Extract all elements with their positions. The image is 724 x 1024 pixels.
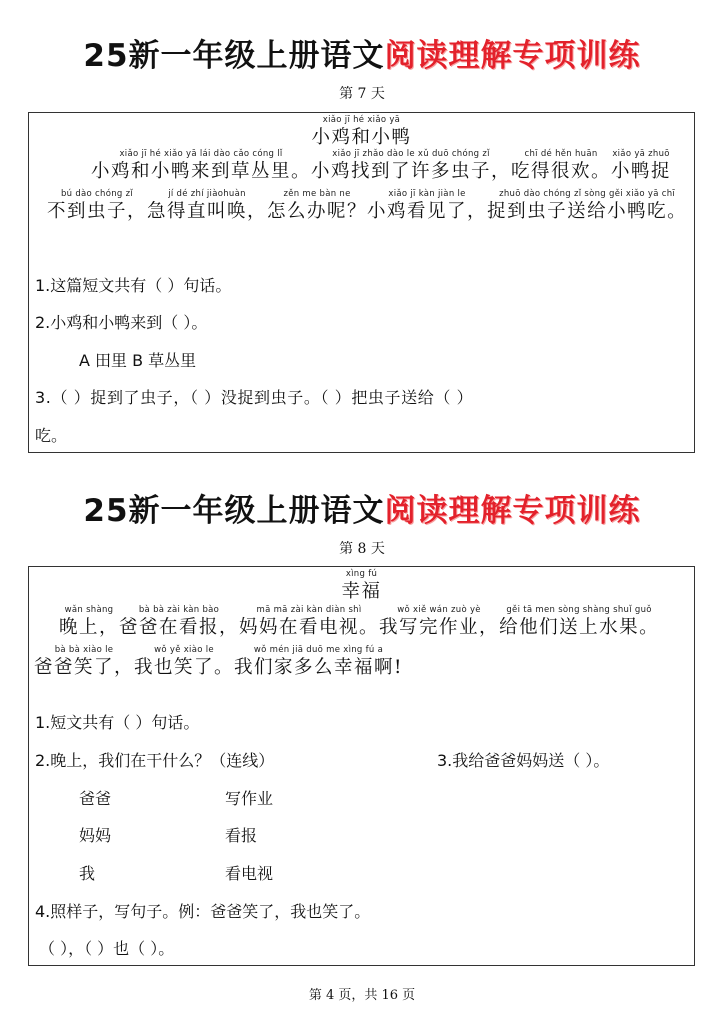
title-red: 阅读理解专项训练 — [384, 493, 641, 529]
match-left-2: 妈妈 — [79, 826, 112, 845]
question-3: 3.（ ）捉到了虫子，（ ）没捉到虫子。（ ）把虫子送给（ ） — [35, 388, 474, 407]
passage-line — [59, 605, 659, 640]
match-left-3: 我 — [79, 864, 96, 883]
pinyin-segment — [267, 189, 367, 224]
pinyin: gěi tā men sòng shàng shuǐ guǒ — [506, 605, 652, 615]
pinyin: bà bà zài kàn bào — [138, 605, 220, 615]
pinyin: xiǎo jī kàn jiàn le — [388, 189, 466, 199]
pinyin-segment — [34, 645, 134, 680]
pinyin: xiǎo yā zhuō — [612, 149, 670, 159]
pinyin: mā mā zài kàn diàn shì — [256, 605, 362, 615]
question-1: 1.这篇短文共有（ ）句话。 — [35, 276, 232, 295]
hanzi: 小鸡看见了， — [367, 201, 488, 222]
match-right-3: 看电视 — [225, 864, 274, 883]
hanzi: 我写完作业， — [379, 617, 500, 638]
hanzi: 晚上， — [59, 617, 120, 638]
pinyin: xiǎo jī zhǎo dào le xǔ duō chóng zǐ — [332, 149, 490, 159]
match-left-1: 爸爸 — [79, 789, 112, 808]
exercise-box-1 — [28, 112, 695, 453]
pinyin-segment — [59, 605, 119, 640]
hanzi: 我们家多么幸福啊! — [234, 657, 403, 678]
pinyin: wǒ mén jiā duō me xìng fú a — [253, 645, 384, 655]
pinyin: wǒ xiě wán zuò yè — [397, 605, 481, 615]
hanzi: 我也笑了。 — [134, 657, 235, 678]
worksheet-title — [0, 30, 724, 75]
pinyin: bú dào chóng zǐ — [60, 189, 134, 199]
exercise-box-2 — [28, 566, 695, 966]
day-label: 第 8 天 — [339, 541, 385, 557]
pinyin-segment — [487, 189, 687, 224]
passage-title — [311, 115, 411, 150]
question-4: 4.照样子，写句子。例：爸爸笑了，我也笑了。 — [35, 902, 371, 921]
hanzi: 捉到虫子送给小鸭吃。 — [487, 201, 688, 222]
pinyin-segment — [239, 605, 379, 640]
pinyin: xiǎo jī hé xiǎo yā — [322, 115, 401, 125]
hanzi: 吃得很欢。 — [511, 161, 612, 182]
worksheet-title — [0, 485, 724, 530]
pinyin: jí dé zhí jiàohuàn — [168, 189, 246, 199]
pinyin: wǒ yě xiào le — [154, 645, 214, 655]
question-2: 2.小鸡和小鸭来到（ ）。 — [35, 313, 208, 332]
pinyin-segment — [367, 189, 487, 224]
pinyin-segment — [119, 605, 239, 640]
hanzi: 小鸡和小鸭 — [311, 127, 412, 148]
hanzi: 怎么办呢？ — [267, 201, 368, 222]
pinyin: bà bà xiào le — [54, 645, 114, 655]
hanzi: 爸爸笑了， — [34, 657, 135, 678]
hanzi: 给他们送上水果。 — [499, 617, 660, 638]
page-footer: 第 4 页，共 16 页 — [308, 988, 416, 1003]
pinyin: xìng fú — [345, 569, 378, 579]
title-black: 25新一年级上册语文 — [83, 493, 385, 529]
pinyin: xiǎo jī hé xiǎo yā lái dào cǎo cóng lǐ — [119, 149, 283, 159]
pinyin: zěn me bàn ne — [283, 189, 351, 199]
passage-line — [91, 149, 671, 184]
pinyin-segment — [511, 149, 611, 184]
question-2: 2.晚上，我们在干什么？（连线） — [35, 751, 275, 770]
hanzi: 幸福 — [341, 581, 382, 602]
pinyin-segment — [499, 605, 659, 640]
question-1: 1.短文共有（ ）句话。 — [35, 713, 200, 732]
pinyin: wǎn shàng — [64, 605, 114, 615]
passage-title — [341, 569, 381, 604]
hanzi: 小鸡找到了许多虫子， — [311, 161, 512, 182]
pinyin-segment — [134, 645, 234, 680]
hanzi: 小鸭捉 — [611, 161, 672, 182]
pinyin-segment — [379, 605, 499, 640]
hanzi: 急得直叫唤， — [147, 201, 268, 222]
pinyin-segment — [611, 149, 671, 184]
passage-line — [47, 189, 687, 224]
pinyin-segment — [311, 149, 511, 184]
question-4-blank: （ ），（ ）也（ ）。 — [39, 939, 175, 958]
title-red: 阅读理解专项训练 — [384, 38, 641, 74]
hanzi: 爸爸在看报， — [119, 617, 240, 638]
question-3-cont: 吃。 — [35, 426, 68, 445]
pinyin: chī dé hěn huān — [524, 149, 598, 159]
pinyin-segment — [234, 645, 403, 680]
question-2-options: A 田里 B 草丛里 — [79, 351, 197, 370]
question-3: 3.我给爸爸妈妈送（ ）。 — [437, 751, 610, 770]
pinyin-segment — [91, 149, 311, 184]
day-label: 第 7 天 — [339, 86, 385, 102]
match-right-2: 看报 — [225, 826, 258, 845]
match-right-1: 写作业 — [225, 789, 274, 808]
passage-line — [34, 645, 403, 680]
pinyin: zhuō dào chóng zǐ sòng gěi xiǎo yā chī — [499, 189, 676, 199]
pinyin-segment — [147, 189, 267, 224]
hanzi: 不到虫子， — [47, 201, 148, 222]
title-black: 25新一年级上册语文 — [83, 38, 385, 74]
hanzi: 妈妈在看电视。 — [239, 617, 380, 638]
pinyin-segment — [47, 189, 147, 224]
hanzi: 小鸡和小鸭来到草丛里。 — [91, 161, 312, 182]
